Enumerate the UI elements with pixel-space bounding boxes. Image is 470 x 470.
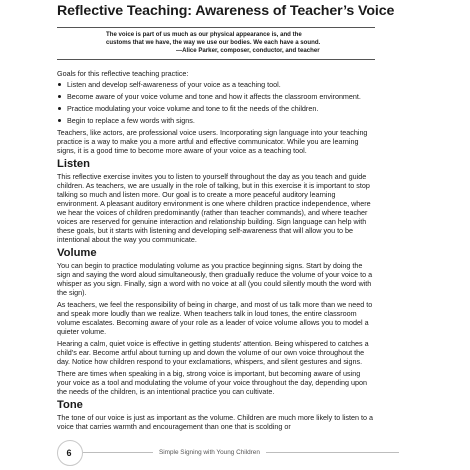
- volume-paragraph: You can begin to practice modulating volume as you practice beginning signs. Start by doing the sign and saying the word aloud simultaneously, then gradually reduce the volume of your voice to a whisper as you sign. Finally, sign a word with no voice at all (you could silently mouth the word with the sign).: [57, 261, 373, 297]
- volume-paragraph: There are times when speaking in a big, strong voice is important, but becoming aware of using your voice as a tool and modulating the volume of your voice throughout the day, depending upon the needs of the children, is an intentional practice you can cultivate.: [57, 369, 367, 396]
- tone-paragraph: The tone of our voice is just as important as the volume. Children are much more likely to listen to a voice that carries warmth and encouragement than one that is scolding or: [57, 413, 373, 431]
- goal-item: Practice modulating your voice volume and tone to fit the needs of the children.: [57, 104, 375, 113]
- section-heading-tone: Tone: [57, 399, 83, 411]
- intro-paragraph: Teachers, like actors, are professional voice users. Incorporating sign language into your teaching practice is a way to make you a more artful and effective communicator. While you are learning signs, it is a good time to become more aware of your voice as a teaching tool.: [57, 128, 368, 155]
- volume-paragraph: As teachers, we feel the responsibility of being in charge, and most of us talk more than we need to and speak more loudly than we realize. When teachers talk in loud tones, the entire classroom volume escalates. Becoming aware of your role as a leader of voice volume allows you to model a quieter volume.: [57, 300, 373, 336]
- body-text: [57, 69, 375, 431]
- goal-item: Begin to replace a few words with signs.: [57, 116, 375, 125]
- goal-item: Become aware of your voice volume and tone and how it affects the classroom environment.: [57, 92, 375, 101]
- quote-line-2: customs that we have, the way we use our bodies. We each have a sound.: [106, 39, 321, 46]
- footer-book-title: Simple Signing with Young Children: [153, 448, 266, 457]
- listen-paragraph: This reflective exercise invites you to listen to yourself throughout the day as you teach and guide children. As teachers, we are usually in the role of talking, but in this exercise it is important to stop talking so much and listen more. Our goal is to create a more peaceful auditory learning environment. A pleasant auditory environment is one where children practice independence, where we hear the voices of children predominantly (rather than teacher commands), and where teacher voices are reserved for genuine interaction and relationship building. Sign language can help with these goals, but it starts with listening and developing self-awareness that will allow you to be intentional about the way you communicate.: [57, 172, 371, 244]
- section-heading-volume: Volume: [57, 247, 97, 259]
- volume-paragraph: Hearing a calm, quiet voice is effective in getting students’ attention. Being whispered to catches a child’s ear. Become artful about turning up and down the volume of our own voice throughout the day. Notice how children respond to your exclamations, whispers, and silent gestures and signs.: [57, 339, 369, 366]
- page-number: 6: [66, 448, 72, 458]
- page-footer: [57, 440, 417, 466]
- goals-list: [57, 80, 375, 125]
- section-heading-listen: Listen: [57, 158, 90, 170]
- epigraph-quote: [57, 27, 375, 60]
- quote-line-1: The voice is part of us much as our physical appearance is, and the: [106, 31, 302, 38]
- page-title: Reflective Teaching: Awareness of Teacher’s Voice: [57, 3, 395, 19]
- goal-item: Listen and develop self-awareness of your voice as a teaching tool.: [57, 80, 375, 89]
- goals-intro: Goals for this reflective teaching practice:: [57, 69, 189, 78]
- page-content: [57, 0, 395, 431]
- quote-attribution: —Alice Parker, composer, conductor, and teacher: [176, 47, 320, 54]
